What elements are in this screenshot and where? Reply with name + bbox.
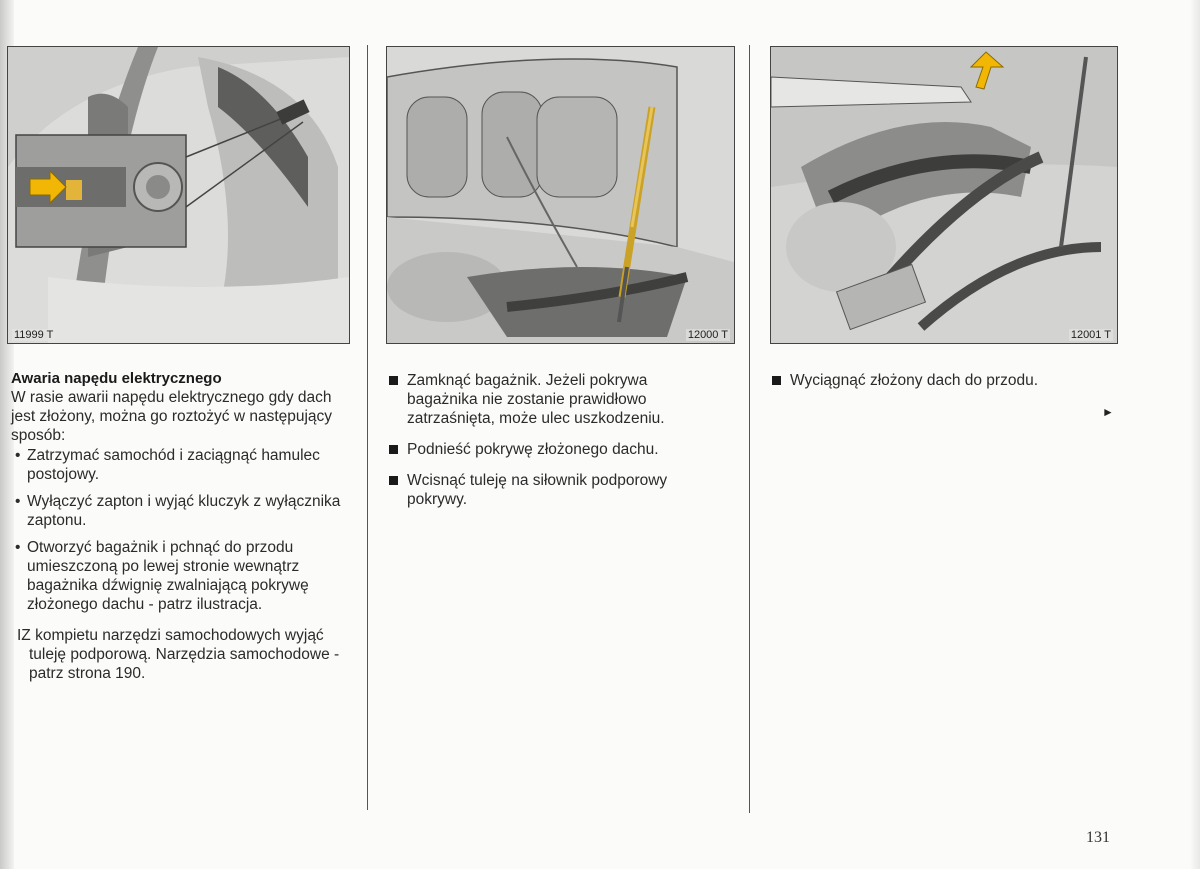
section-heading: Awaria napędu elektrycznego [11, 370, 222, 387]
step-text: Wcisnąć tuleję na siłownik podporowy pokrywy. [407, 472, 668, 508]
step-text: Wyciągnąć złożony dach do przodu. [790, 372, 1038, 389]
column-divider-1 [367, 45, 368, 810]
figure-pull-roof-forward [770, 46, 1118, 344]
bullet-item-2 [11, 492, 346, 530]
column-3-text [770, 371, 1110, 402]
step-text: Zamknąć bagażnik. Jeżeli pokrywa bagażnika nie zostanie prawidłowo zatrzaśnięta, może ulec uszkodzeniu. [407, 372, 665, 427]
step-item-1 [387, 371, 722, 428]
lid-strut-illustration [387, 47, 734, 343]
bullet-text: Zatrzymać samochód i zaciągnąć hamulec postojowy. [27, 447, 320, 483]
step-square-marker [389, 445, 398, 454]
step-item-3 [387, 471, 722, 509]
bullet-glyph: • [15, 539, 21, 556]
figure-code: 12000 T [687, 329, 728, 341]
continue-arrow-icon: ► [1102, 405, 1114, 419]
intro-paragraph: W rasie awarii napędu elektrycznego gdy dach jest złożony, można go roztożyć w następujący sposób: [11, 389, 333, 444]
step-square-marker [389, 476, 398, 485]
step-text: Podnieść pokrywę złożonego dachu. [407, 441, 659, 458]
tool-kit-note: IZ kompietu narzędzi samochodowych wyjąć tuleję podporową. Narzędzia samochodowe - patrz strona 190. [17, 627, 340, 682]
column-2-text [387, 371, 722, 521]
bullet-glyph: • [15, 493, 21, 510]
figure-trunk-release-lever [7, 46, 350, 344]
bullet-item-3 [11, 538, 346, 614]
column-divider-2 [749, 45, 750, 813]
bullet-text: Wyłączyć zapton i wyjąć kluczyk z wyłącznika zaptonu. [27, 493, 341, 529]
trunk-release-illustration [8, 47, 349, 343]
roof-pull-illustration [771, 47, 1117, 343]
step-item-1 [770, 371, 1110, 390]
figure-code: 12001 T [1070, 329, 1111, 341]
page-number: 131 [1086, 829, 1110, 846]
bullet-item-1 [11, 446, 346, 484]
bullet-glyph: • [15, 447, 21, 464]
figure-code: 11999 T [14, 329, 54, 341]
column-1-text [11, 369, 346, 683]
step-item-2 [387, 440, 722, 459]
step-square-marker [389, 376, 398, 385]
bullet-text: Otworzyć bagażnik i pchnąć do przodu umieszczoną po lewej stronie wewnątrz bagażnika dźwignię zwalniającą pokrywę złożonego dachu - patrz ilustracja. [27, 539, 309, 613]
step-square-marker [772, 376, 781, 385]
scan-shadow-right [1190, 0, 1200, 869]
figure-lid-support-strut [386, 46, 735, 344]
